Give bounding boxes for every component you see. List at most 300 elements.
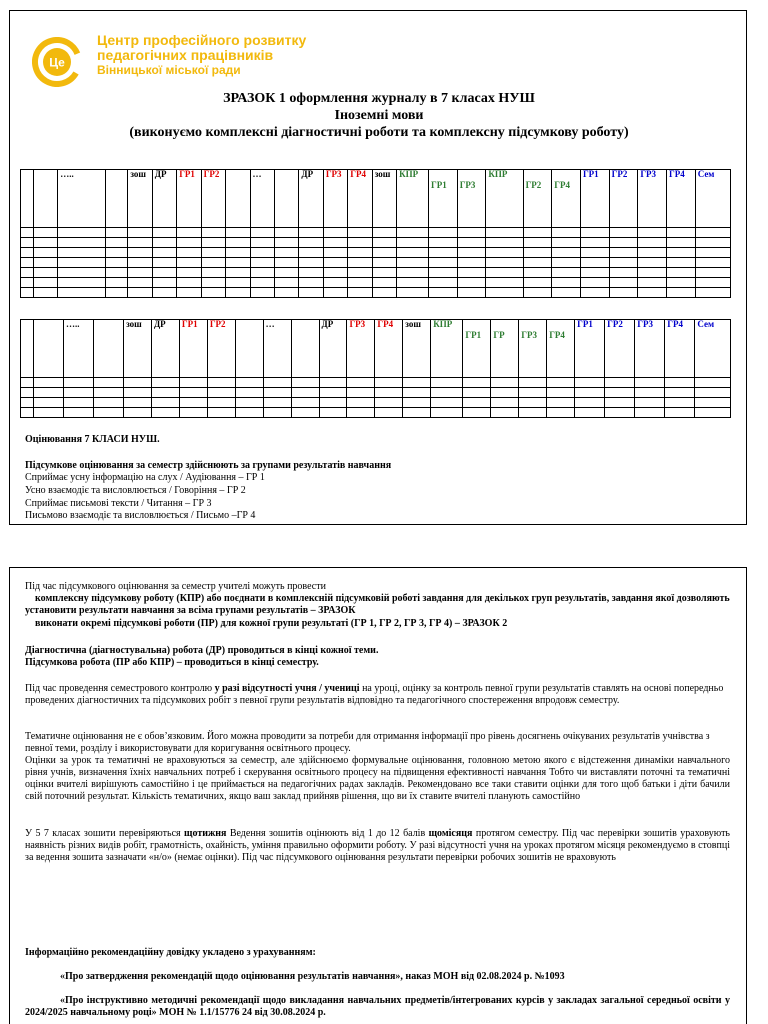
table-cell <box>33 278 57 288</box>
table-cell <box>403 398 431 408</box>
table-cell <box>177 228 201 238</box>
table-cell <box>226 258 250 268</box>
table-cell <box>609 248 638 258</box>
table-cell <box>552 248 581 258</box>
table-cell <box>33 378 63 388</box>
table-cell <box>431 398 463 408</box>
result-group-item: Сприймає усну інформацію на слух / Аудіювання – ГР 1 <box>25 472 265 483</box>
table-cell <box>151 388 179 398</box>
table-cell <box>491 408 519 418</box>
table-cell <box>94 388 124 398</box>
table-cell <box>207 398 235 408</box>
table-cell <box>291 378 319 388</box>
table-cell <box>33 228 57 238</box>
table-cell <box>299 268 323 278</box>
absence-text-a: Під час проведення семестрового контролю <box>25 683 215 694</box>
table-cell <box>348 228 372 238</box>
table-cell <box>21 228 34 238</box>
table-cell <box>635 378 665 388</box>
journal-table-1 <box>20 169 731 298</box>
table-cell <box>124 388 152 398</box>
table-cell <box>523 248 552 258</box>
table-cell <box>94 408 124 418</box>
table-cell <box>58 258 106 268</box>
table-cell <box>547 378 575 388</box>
document-subtitle: (виконуємо комплексні діагностичні роботи та комплексну підсумкову роботу) <box>129 125 629 140</box>
table-cell <box>609 288 638 298</box>
table-cell <box>348 238 372 248</box>
table-cell <box>519 408 547 418</box>
table-cell <box>665 398 695 408</box>
table-cell <box>177 248 201 258</box>
header-cell <box>21 170 34 228</box>
table-cell <box>63 398 93 408</box>
table-cell <box>291 398 319 408</box>
table-row <box>21 288 731 298</box>
table-cell <box>457 228 486 238</box>
header-cell <box>94 320 124 378</box>
table-cell <box>21 248 34 258</box>
table-cell <box>609 238 638 248</box>
table-cell <box>695 268 730 278</box>
table-cell <box>638 288 667 298</box>
header-cell <box>33 320 63 378</box>
table-cell <box>179 388 207 398</box>
current-marks-paragraph: Оцінки за урок та тематичні не враховуються за семестр, але здійснюємо формувальне оцінювання, головною метою якого є відстеження динаміки навчального рівня учнів, визначення їхніх навчальних потреб і скерування освітнього процесу на підвищення ефективності навчання Тобто чи виставляти поточні та тематичні оцінки вчителі вирішують самостійно і це приймається на педагогічних радах закладів. Рекомендовано все таки ставити оцінки для того щоб батьки і діти бачили свій поточний результат. Кількість тематичних, якщо ваш заклад прийняв рішення, що ви їх ставите вчителі планують самостійно <box>25 755 730 802</box>
table-cell <box>128 288 152 298</box>
header-cell: ГР1 <box>575 320 605 378</box>
table-cell <box>429 258 458 268</box>
table-cell <box>128 258 152 268</box>
table-cell <box>575 378 605 388</box>
table-cell <box>575 408 605 418</box>
table-cell <box>523 238 552 248</box>
table-cell <box>375 398 403 408</box>
table-cell <box>106 238 128 248</box>
table-cell <box>580 258 609 268</box>
table-cell <box>580 248 609 258</box>
table-cell <box>552 258 581 268</box>
table-cell <box>605 388 635 398</box>
header-cell: ГР3 <box>323 170 347 228</box>
assessment-subheading: Підсумкове оцінювання за семестр здійснюють за групами результатів навчання <box>25 460 392 471</box>
org-name-line3: Вінницької міської ради <box>97 63 241 77</box>
table-cell <box>128 278 152 288</box>
table-cell <box>201 228 225 238</box>
table-cell <box>235 398 263 408</box>
table-cell <box>94 378 124 388</box>
table-cell <box>250 278 274 288</box>
table-cell <box>397 228 429 238</box>
table-cell <box>263 398 291 408</box>
table-cell <box>179 408 207 418</box>
notebook-paragraph <box>25 828 730 864</box>
table-cell <box>291 408 319 418</box>
table-cell <box>523 288 552 298</box>
table-cell <box>250 228 274 238</box>
final-work-line: Підсумкова робота (ПР або КПР) – проводиться в кінці семестру. <box>25 657 319 668</box>
header-cell: ГР4 <box>665 320 695 378</box>
header-cell: ГР3 <box>638 170 667 228</box>
table-cell <box>106 248 128 258</box>
table-cell <box>152 228 176 238</box>
table-cell <box>609 278 638 288</box>
table-cell <box>201 258 225 268</box>
table-cell <box>397 238 429 248</box>
table-cell <box>431 378 463 388</box>
table-cell <box>457 278 486 288</box>
header-cell: ГР1 <box>463 320 491 378</box>
table-cell <box>128 238 152 248</box>
table-cell <box>375 388 403 398</box>
header-cell: ДР <box>319 320 347 378</box>
table-cell <box>463 388 491 398</box>
table-cell <box>609 228 638 238</box>
table-cell <box>58 268 106 278</box>
table-row <box>21 268 731 278</box>
table-cell <box>177 268 201 278</box>
table-cell <box>519 378 547 388</box>
table-cell <box>33 268 57 278</box>
table-cell <box>429 288 458 298</box>
thematic-paragraph: Тематичне оцінювання не є обов’язковим. Його можна проводити за потреби для отримання інформації про рівень досягнень очікуваних результатів учнівства з певної теми, розділу і використовувати для коригування освітнього процесу. <box>25 731 710 754</box>
header-cell: ГР2 <box>201 170 225 228</box>
header-cell <box>33 170 57 228</box>
table-cell <box>397 278 429 288</box>
table-cell <box>128 228 152 238</box>
table-cell <box>21 288 34 298</box>
table-cell <box>429 278 458 288</box>
table-cell <box>486 228 523 238</box>
table-cell <box>58 228 106 238</box>
absence-text-b: у разі відсутності учня / учениці <box>214 683 360 694</box>
document-title: ЗРАЗОК 1 оформлення журналу в 7 класах НУШ <box>223 91 535 106</box>
document-page-2 <box>9 567 747 1024</box>
table-header-row <box>21 170 731 228</box>
info-heading: Інформаційно рекомендаційну довідку укладено з урахуванням: <box>25 947 316 958</box>
notebook-text-c: Ведення зошитів оцінюють від 1 до 12 балів <box>226 828 429 839</box>
table-cell <box>226 248 250 258</box>
table-cell <box>372 288 396 298</box>
assessment-heading: Оцінювання 7 КЛАСИ НУШ. <box>25 434 160 445</box>
header-cell: ГР2 <box>605 320 635 378</box>
table-cell <box>201 268 225 278</box>
table-cell <box>263 408 291 418</box>
document-subject: Іноземні мови <box>334 108 424 123</box>
table-cell <box>319 398 347 408</box>
table-cell <box>348 288 372 298</box>
table-cell <box>348 278 372 288</box>
table-cell <box>250 288 274 298</box>
table-row <box>21 238 731 248</box>
table-cell <box>638 248 667 258</box>
header-cell: ГР1 <box>179 320 207 378</box>
table-cell <box>63 388 93 398</box>
option-pr: виконати окремі підсумкові роботи (ПР) для кожної групи результаті (ГР 1, ГР 2, ГР 3, ГР 4) – ЗРАЗОК 2 <box>35 618 508 629</box>
table-cell <box>274 268 298 278</box>
table-row <box>21 228 731 238</box>
table-cell <box>177 258 201 268</box>
table-cell <box>463 398 491 408</box>
table-cell <box>58 238 106 248</box>
table-cell <box>457 268 486 278</box>
table-cell <box>21 278 34 288</box>
table-cell <box>552 268 581 278</box>
header-cell: ГР3 <box>635 320 665 378</box>
table-cell <box>151 378 179 388</box>
table-cell <box>552 278 581 288</box>
header-cell: ГР3 <box>519 320 547 378</box>
table-cell <box>201 248 225 258</box>
table-cell <box>124 378 152 388</box>
header-cell: ГР4 <box>552 170 581 228</box>
table-cell <box>299 258 323 268</box>
table-cell <box>457 248 486 258</box>
table-cell <box>665 388 695 398</box>
table-cell <box>319 388 347 398</box>
table-cell <box>58 278 106 288</box>
table-cell <box>201 278 225 288</box>
header-cell: ГР3 <box>347 320 375 378</box>
table-cell <box>299 228 323 238</box>
table-cell <box>457 288 486 298</box>
table-cell <box>609 268 638 278</box>
table-cell <box>63 378 93 388</box>
header-cell: Сем <box>695 320 731 378</box>
table-cell <box>226 278 250 288</box>
table-row <box>21 248 731 258</box>
table-cell <box>235 388 263 398</box>
table-row <box>21 278 731 288</box>
table-cell <box>21 378 34 388</box>
table-cell <box>638 268 667 278</box>
header-cell: КПР <box>486 170 523 228</box>
table-cell <box>667 268 696 278</box>
table-row <box>21 408 731 418</box>
table-cell <box>523 268 552 278</box>
header-cell: ГР1 <box>580 170 609 228</box>
table-header-row <box>21 320 731 378</box>
header-cell: ГР4 <box>547 320 575 378</box>
table-cell <box>21 408 34 418</box>
table-cell <box>124 408 152 418</box>
table-cell <box>431 388 463 398</box>
table-cell <box>463 408 491 418</box>
table-cell <box>207 378 235 388</box>
table-cell <box>347 408 375 418</box>
table-cell <box>580 278 609 288</box>
table-cell <box>151 408 179 418</box>
table-cell <box>63 408 93 418</box>
table-cell <box>429 228 458 238</box>
table-cell <box>319 378 347 388</box>
table-cell <box>667 228 696 238</box>
table-cell <box>299 248 323 258</box>
notebook-text-b: щотижня <box>184 828 227 839</box>
table-cell <box>274 228 298 238</box>
table-cell <box>605 398 635 408</box>
table-cell <box>665 378 695 388</box>
header-cell: ГР2 <box>523 170 552 228</box>
table-cell <box>695 378 731 388</box>
table-cell <box>397 248 429 258</box>
header-cell: зош <box>124 320 152 378</box>
table-cell <box>323 278 347 288</box>
table-row <box>21 388 731 398</box>
header-cell: ДР <box>151 320 179 378</box>
intro-text: Під час підсумкового оцінювання за семестр учителі можуть провести <box>25 581 326 592</box>
organization-name <box>97 33 306 78</box>
table-cell <box>403 378 431 388</box>
table-cell <box>106 268 128 278</box>
table-cell <box>580 288 609 298</box>
table-cell <box>695 278 730 288</box>
table-cell <box>299 288 323 298</box>
header-cell: зош <box>372 170 396 228</box>
table-cell <box>128 248 152 258</box>
table-cell <box>429 248 458 258</box>
table-cell <box>486 258 523 268</box>
table-cell <box>635 408 665 418</box>
table-cell <box>250 258 274 268</box>
table-cell <box>523 228 552 238</box>
table-cell <box>323 268 347 278</box>
table-cell <box>575 388 605 398</box>
diagnostic-work-line: Діагностична (діагностувальна) робота (ДР) проводиться в кінці кожної теми. <box>25 645 379 656</box>
header-cell <box>21 320 34 378</box>
table-cell <box>695 248 730 258</box>
table-cell <box>667 258 696 268</box>
table-cell <box>58 288 106 298</box>
table-cell <box>463 378 491 388</box>
header-cell: Сем <box>695 170 730 228</box>
table-cell <box>177 278 201 288</box>
header-cell: ГР3 <box>457 170 486 228</box>
header-cell: зош <box>403 320 431 378</box>
table-cell <box>58 248 106 258</box>
table-cell <box>323 248 347 258</box>
table-cell <box>372 248 396 258</box>
absence-paragraph <box>25 683 730 707</box>
table-cell <box>128 268 152 278</box>
table-cell <box>323 238 347 248</box>
table-cell <box>106 258 128 268</box>
table-cell <box>299 238 323 248</box>
table-cell <box>638 228 667 238</box>
header-cell: ГР <box>491 320 519 378</box>
table-cell <box>486 248 523 258</box>
table-cell <box>547 398 575 408</box>
table-cell <box>201 288 225 298</box>
header-cell: ….. <box>58 170 106 228</box>
result-group-item: Усно взаємодіє та висловлюється / Говоріння – ГР 2 <box>25 485 246 496</box>
table-cell <box>235 408 263 418</box>
table-cell <box>151 398 179 408</box>
org-name-line2: педагогічних працівників <box>97 47 274 63</box>
table-cell <box>235 378 263 388</box>
table-cell <box>403 408 431 418</box>
table-cell <box>348 248 372 258</box>
table-cell <box>177 238 201 248</box>
table-cell <box>667 238 696 248</box>
table-cell <box>372 268 396 278</box>
table-cell <box>547 408 575 418</box>
table-cell <box>695 228 730 238</box>
table-cell <box>250 238 274 248</box>
table-cell <box>347 378 375 388</box>
table-cell <box>375 408 403 418</box>
table-cell <box>609 258 638 268</box>
table-cell <box>491 398 519 408</box>
table-cell <box>347 398 375 408</box>
table-cell <box>431 408 463 418</box>
table-cell <box>33 398 63 408</box>
table-cell <box>274 288 298 298</box>
header-cell: ГР1 <box>429 170 458 228</box>
header-cell <box>274 170 298 228</box>
table-cell <box>33 288 57 298</box>
table-cell <box>580 238 609 248</box>
result-group-item: Письмово взаємодіє та висловлюється / Письмо –ГР 4 <box>25 510 256 521</box>
table-cell <box>695 408 731 418</box>
header-cell: КПР <box>397 170 429 228</box>
reference-2: «Про інструктивно методичні рекомендації щодо викладання навчальних предметів/інтегрованих курсів у закладах загальної середньої освіти у 2024/2025 навчальному році» МОН № 1.1/15776 24 від 30.08.2024 р. <box>25 995 730 1018</box>
notebook-text-a: У 5 7 класах зошити перевіряються <box>25 828 185 839</box>
option-kpr: комплексну підсумкову роботу (КПР) або поєднати в комплексній підсумковій роботі завдання для декількох груп результатів, завдання якої дозволяють установити результати навчання за всіма групами результатів – ЗРАЗОК <box>25 593 730 616</box>
table-cell <box>375 378 403 388</box>
header-cell <box>235 320 263 378</box>
table-cell <box>94 398 124 408</box>
table-cell <box>207 408 235 418</box>
table-cell <box>638 278 667 288</box>
table-cell <box>397 268 429 278</box>
table-cell <box>667 288 696 298</box>
header-cell: ГР2 <box>207 320 235 378</box>
table-cell <box>348 268 372 278</box>
org-name-line1: Центр професійного розвитку <box>97 32 307 48</box>
journal-table-2 <box>20 319 731 418</box>
table-cell <box>33 248 57 258</box>
table-cell <box>124 398 152 408</box>
table-cell <box>429 238 458 248</box>
reference-1: «Про затвердження рекомендацій щодо оцінювання результатів навчання», наказ МОН від 02.08.2024 р. №1093 <box>60 971 565 982</box>
table-cell <box>547 388 575 398</box>
table-cell <box>552 228 581 238</box>
table-cell <box>519 398 547 408</box>
table-cell <box>638 238 667 248</box>
table-cell <box>179 398 207 408</box>
table-cell <box>152 288 176 298</box>
table-cell <box>106 228 128 238</box>
table-cell <box>263 378 291 388</box>
table-cell <box>348 258 372 268</box>
table-cell <box>177 288 201 298</box>
header-cell: зош <box>128 170 152 228</box>
table-cell <box>21 268 34 278</box>
table-cell <box>106 278 128 288</box>
table-cell <box>635 388 665 398</box>
table-cell <box>323 288 347 298</box>
table-cell <box>152 238 176 248</box>
table-cell <box>33 408 63 418</box>
table-cell <box>207 388 235 398</box>
table-row <box>21 258 731 268</box>
table-cell <box>605 378 635 388</box>
table-cell <box>605 408 635 418</box>
table-cell <box>319 408 347 418</box>
table-cell <box>226 288 250 298</box>
table-cell <box>523 278 552 288</box>
